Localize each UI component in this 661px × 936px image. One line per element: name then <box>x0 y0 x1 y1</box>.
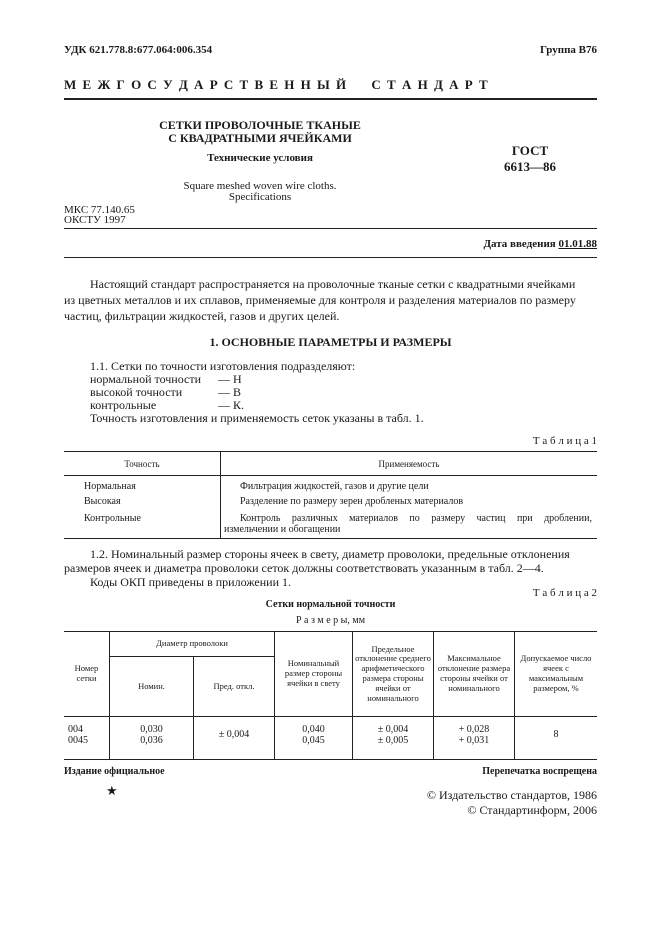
table2-header-rule <box>64 716 597 717</box>
banner-rule <box>64 98 597 100</box>
copyright-1: © Издательство стандартов, 1986 <box>426 788 597 802</box>
table2-row-mean-dev: ± 0,004 <box>377 724 409 735</box>
table2-row-aperture: 0,045 <box>302 735 325 746</box>
table2-row-no: 004 <box>68 724 83 735</box>
table2-caption: Т а б л и ц а 2 <box>532 587 597 599</box>
table2-row-aperture: 0,040 <box>302 724 325 735</box>
table2-merged-tolerance: ± 0,004 <box>218 729 250 740</box>
table2-header-mesh-no: Номер сетки <box>74 663 99 683</box>
table2-row-diam: 0,030 <box>140 724 163 735</box>
intro-line1: Настоящий стандарт распространяется на проволочные тканые сетки с квадратными ячейками <box>90 277 576 291</box>
table2-row-mean-dev: ± 0,005 <box>377 735 409 746</box>
table2-row-max-dev: + 0,028 <box>458 724 490 735</box>
table1-row-accuracy: Нормальная <box>84 481 136 492</box>
section1-heading: 1. ОСНОВНЫЕ ПАРАМЕТРЫ И РАЗМЕРЫ <box>209 335 452 349</box>
table1-row-use-cont: измельчении и обогащении <box>224 524 341 535</box>
title-block-rule <box>64 228 597 229</box>
class-name: высокой точности <box>90 385 183 399</box>
english-title-line2: Specifications <box>228 191 292 203</box>
table1-caption: Т а б л и ц а 1 <box>532 435 597 447</box>
table1-header-use: Применяемость <box>378 459 440 469</box>
table2-header-allowed: Допускаемое число ячеек с максимальным размером, % <box>520 653 592 693</box>
gost-label: ГОСТ <box>511 143 549 158</box>
table2-header-mean-dev: Предельное отклонение среднего арифметического размера стороны ячейки от номинального <box>355 643 431 703</box>
class-code: — Н <box>218 372 242 386</box>
reprint-notice: Перепечатка воспрещена <box>482 766 597 777</box>
table2-header-nominal: Номин. <box>138 680 165 691</box>
standard-banner: М Е Ж Г О С У Д А Р С Т В Е Н Н Ы Й С Т А Н Д А Р Т <box>64 77 490 92</box>
intro-date <box>483 238 597 250</box>
section1-p1: 1.1. Сетки по точности изготовления подразделяют: <box>90 359 356 373</box>
mks-code: МКС 77.140.65 <box>64 204 135 216</box>
class-name: контрольные <box>90 398 157 412</box>
section1-p3-line2: размеров ячеек и диаметра проволоки сеток должны соответствовать указанным в табл. 2—4. <box>64 561 544 575</box>
doc-title-line1: СЕТКИ ПРОВОЛОЧНЫЕ ТКАНЫЕ <box>159 118 361 132</box>
group-code: Группа В76 <box>539 44 597 56</box>
table1-row-use: Разделение по размеру зерен дробленых материалов <box>240 496 464 507</box>
intro-line3: частиц, фильтрации жидкостей, газов и других целей. <box>64 309 340 323</box>
table2-merged-allowed: 8 <box>553 729 559 740</box>
date-rule <box>64 257 597 258</box>
gost-number: 6613—86 <box>504 159 556 174</box>
table1-header-rule <box>64 475 597 476</box>
table1-row-use: Фильтрация жидкостей, газов и другие цели <box>240 481 429 492</box>
table2-header-max-dev: Максимальное отклонение размера стороны ячейки от номинального <box>437 653 511 693</box>
table1-header-accuracy: Точность <box>124 459 160 469</box>
star-icon: ★ <box>106 783 118 798</box>
table2-header-wire-diam: Диаметр проволоки <box>156 638 228 649</box>
udk-code: УДК 621.778.8:677.064:006.354 <box>64 44 213 56</box>
doc-title-line2: С КВАДРАТНЫМИ ЯЧЕЙКАМИ <box>168 131 352 145</box>
class-name: нормальной точности <box>90 372 202 386</box>
table2-header-tolerance: Пред. откл. <box>213 680 255 691</box>
class-code: — К. <box>218 398 245 412</box>
table2-header-aperture: Номинальный размер стороны ячейки в свету <box>284 658 343 688</box>
table1-bottom-rule <box>64 538 597 539</box>
table1-row-use: Контроль различных материалов по размеру частиц при дроблении, <box>240 513 592 524</box>
english-title-line1: Square meshed woven wire cloths. <box>183 180 337 192</box>
table1-row-accuracy: Высокая <box>84 496 121 507</box>
copyright-2: © Стандартинформ, 2006 <box>467 803 597 817</box>
table2-row-no: 0045 <box>68 735 88 746</box>
class-code: — В <box>218 385 242 399</box>
intro-line2: из цветных металлов и их сплавов, применяемые для контроля и разделения материалов по размеру <box>64 293 576 307</box>
table2-bottom-rule <box>64 759 597 760</box>
table2-units: Р а з м е р ы, мм <box>295 615 366 626</box>
intro-date-value: 01.01.88 <box>558 238 597 250</box>
okstu-code: ОКСТУ 1997 <box>64 214 126 226</box>
intro-date-label: Дата введения <box>483 238 556 250</box>
table2-row-max-dev: + 0,031 <box>458 735 490 746</box>
table1-top-rule <box>64 451 597 452</box>
section1-p4: Коды ОКП приведены в приложении 1. <box>90 575 292 589</box>
official-edition: Издание официальное <box>64 766 165 777</box>
table2-title: Сетки нормальной точности <box>265 599 396 610</box>
table2-row-diam: 0,036 <box>140 735 163 746</box>
doc-subtitle: Технические условия <box>207 152 313 164</box>
table1-row-accuracy: Контрольные <box>84 513 141 524</box>
section1-p2: Точность изготовления и применяемость сеток указаны в табл. 1. <box>90 411 424 425</box>
section1-p3-line1: 1.2. Номинальный размер стороны ячеек в свету, диаметр проволоки, предельные отклонения <box>90 547 570 561</box>
